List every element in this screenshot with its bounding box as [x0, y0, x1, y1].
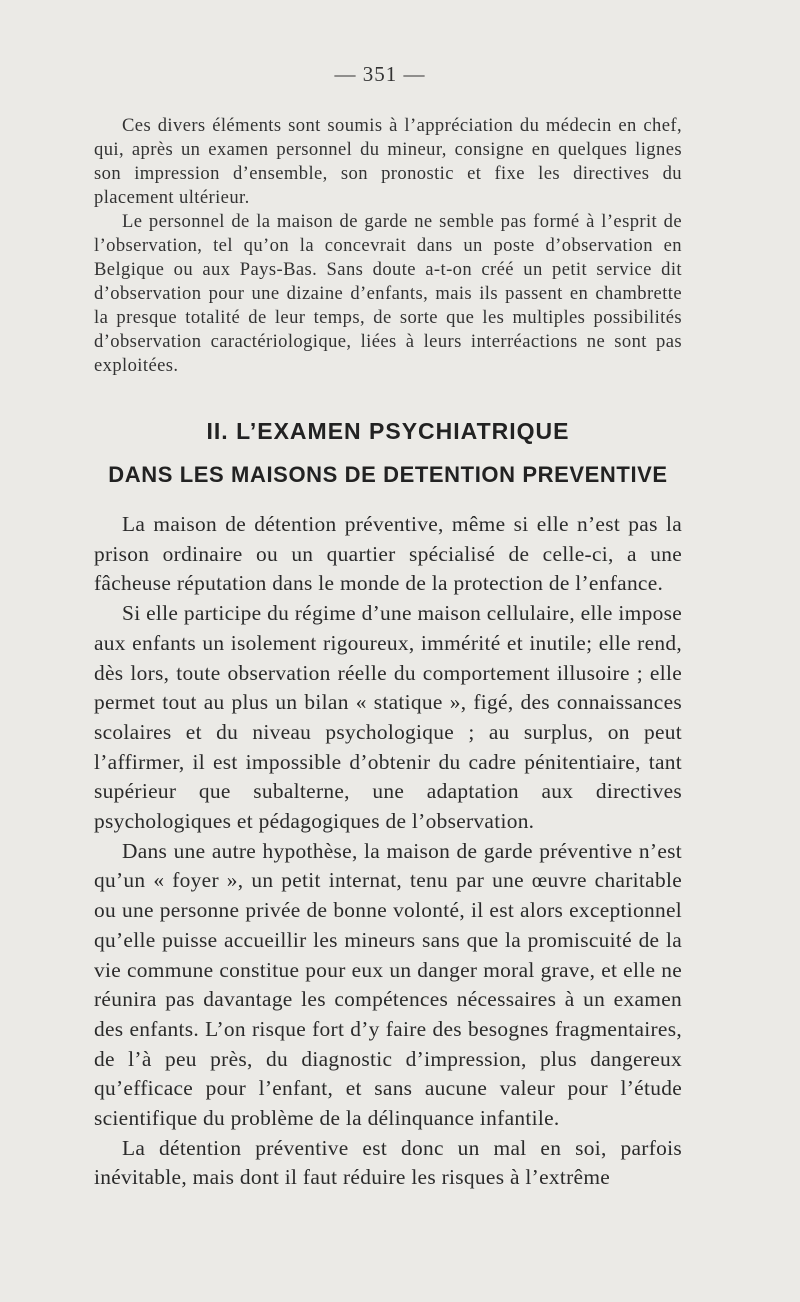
paragraph: La détention préventive est donc un mal en soi, parfois inévitable, mais dont il faut réduire les risques à l’extrême — [94, 1135, 682, 1190]
section-heading — [94, 416, 682, 490]
paragraph: La maison de détention préventive, même si elle n’est pas la prison ordinaire ou un quartier spécialisé de celle-ci, a une fâcheuse réputation dans le monde de la protection de l’enfance. — [94, 512, 682, 596]
paragraph: Ces divers éléments sont soumis à l’appréciation du médecin en chef, qui, après un examen personnel du mineur, consigne en quelques lignes son impression d’ensemble, son pronostic et fixe les directives du placement ultérieur. — [94, 115, 682, 208]
paragraph: Dans une autre hypothèse, la maison de garde préventive n’est qu’un « foyer », un petit internat, tenu par une œuvre charitable ou une personne privée de bonne volonté, il est alors exceptionnel qu’elle puisse accueillir les mineurs sans que la promiscuité de la vie commune constitue pour eux un danger moral grave, et elle ne réunira pas davantage les compétences nécessaires à un examen des enfants. L’on risque fort d’y faire des besognes fragmentaires, de l’à peu près, du diagnostic d’impression, plus dangereux qu’efficace pour l’enfant, et sans aucune valeur pour l’étude scientifique du problème de la délinquance infantile. — [94, 838, 682, 1131]
intro-text — [94, 114, 682, 378]
section-subtitle: DANS LES MAISONS DE DETENTION PREVENTIVE — [108, 462, 668, 487]
paragraph: Si elle participe du régime d’une maison cellulaire, elle impose aux enfants un isolement rigoureux, immérité et inutile; elle rend, dès lors, toute observation réelle du comportement illusoire ; elle permet tout au plus un bilan « statique », figé, des connaissances scolaires et du niveau psychologique ; au surplus, on peut l’affirmer, il est impossible d’obtenir du cadre pénitentiaire, tant supérieur que subalterne, une adaptation aux directives psychologiques et pédagogiques de l’observation. — [94, 601, 682, 834]
section-title: II. L’EXAMEN PSYCHIATRIQUE — [206, 418, 570, 444]
page-number: — 351 — — [334, 62, 426, 86]
paragraph: Le personnel de la maison de garde ne semble pas formé à l’esprit de l’observation, tel qu’on la concevrait dans un poste d’observation en Belgique ou aux Pays-Bas. Sans doute a-t-on créé un petit service dit d’observation pour une dizaine d’enfants, mais ils passent en chambrette la presque totalité de leur temps, de sorte que les multiples possibilités d’observation caractériologique, liées à leurs interréactions ne sont pas exploitées. — [94, 211, 682, 376]
body-text — [94, 510, 682, 1193]
